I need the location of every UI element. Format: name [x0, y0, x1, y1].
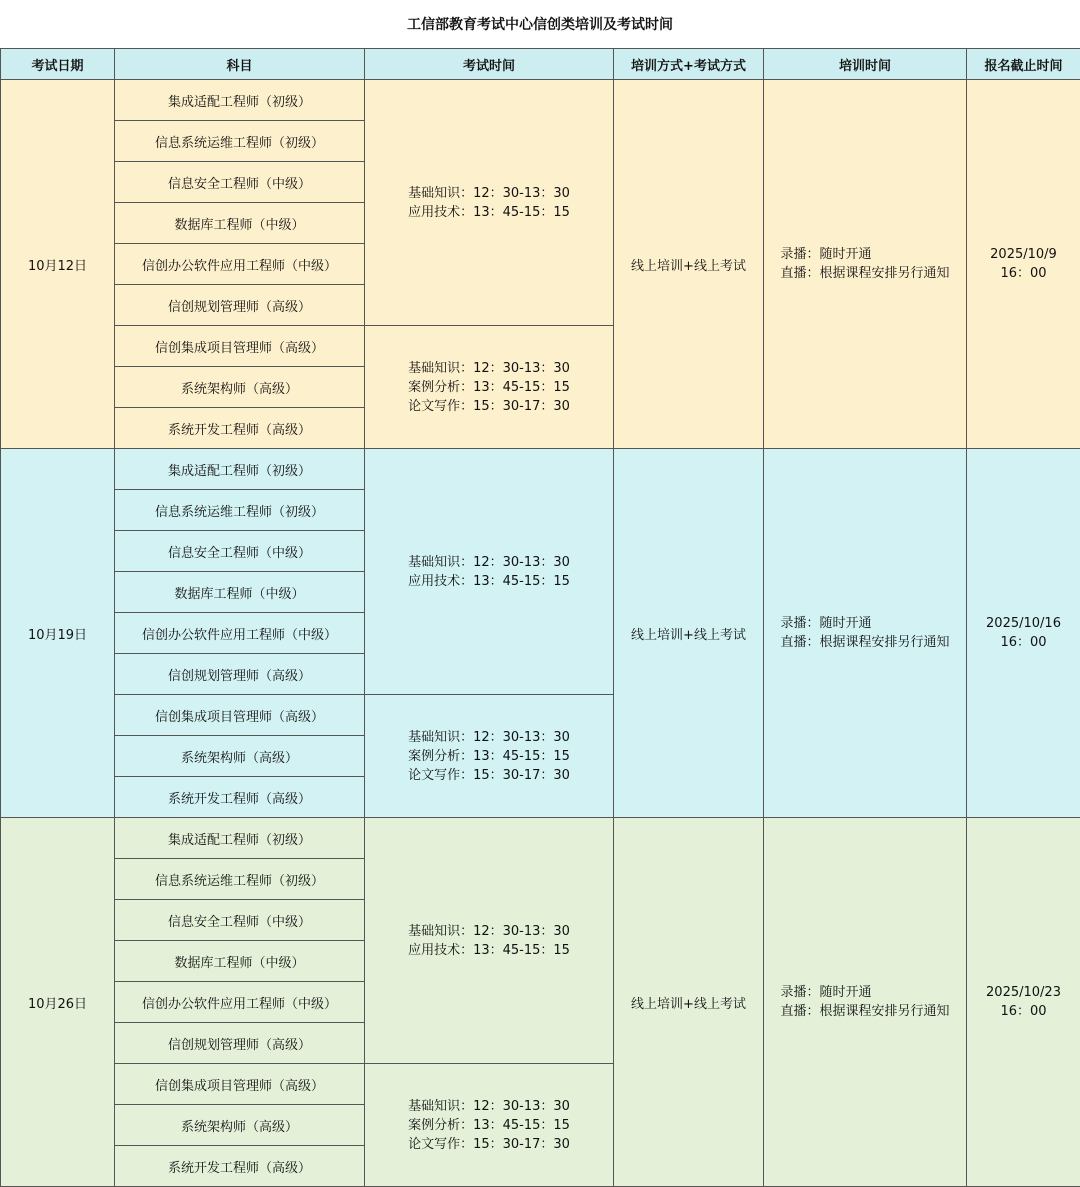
exam-time-line: 论文写作：15：30-17：30 [408, 1135, 570, 1154]
training-time-line: 录播：随时开通 [780, 983, 949, 1002]
exam-time-lines [408, 728, 570, 785]
exam-time-lines [408, 184, 570, 222]
deadline-cell [967, 449, 1080, 818]
header-training-time: 培训时间 [764, 49, 967, 80]
deadline-line: 16：00 [967, 1002, 1080, 1021]
exam-time-line: 案例分析：13：45-15：15 [408, 747, 570, 766]
training-time-line: 录播：随时开通 [780, 614, 949, 633]
subject-cell: 信创办公软件应用工程师（中级） [115, 982, 365, 1023]
training-time-line: 直播：根据课程安排另行通知 [780, 633, 949, 652]
training-time-line: 直播：根据课程安排另行通知 [780, 264, 949, 283]
exam-time-line: 基础知识：12：30-13：30 [408, 184, 570, 203]
deadline-line: 16：00 [967, 633, 1080, 652]
training-time-cell [764, 449, 967, 818]
exam-time-cell [365, 80, 614, 326]
subject-cell: 系统开发工程师（高级） [115, 777, 365, 818]
table-row [1, 818, 1080, 859]
subject-cell: 信息安全工程师（中级） [115, 162, 365, 203]
exam-time-lines [408, 553, 570, 591]
training-time-line: 录播：随时开通 [780, 245, 949, 264]
subject-cell: 信创规划管理师（高级） [115, 285, 365, 326]
subject-cell: 系统开发工程师（高级） [115, 1146, 365, 1187]
exam-time-line: 基础知识：12：30-13：30 [408, 553, 570, 572]
table-row [1, 449, 1080, 490]
exam-time-line: 应用技术：13：45-15：15 [408, 203, 570, 222]
subject-cell: 集成适配工程师（初级） [115, 80, 365, 121]
subject-cell: 系统开发工程师（高级） [115, 408, 365, 449]
header-exam-date: 考试日期 [1, 49, 115, 80]
deadline-lines [967, 983, 1080, 1021]
exam-time-cell [365, 449, 614, 695]
deadline-line: 2025/10/16 [967, 614, 1080, 633]
exam-time-line: 应用技术：13：45-15：15 [408, 572, 570, 591]
subject-cell: 系统架构师（高级） [115, 367, 365, 408]
training-time-lines [780, 983, 949, 1021]
subject-cell: 信息系统运维工程师（初级） [115, 859, 365, 900]
subject-cell: 系统架构师（高级） [115, 736, 365, 777]
subject-cell: 信创集成项目管理师（高级） [115, 695, 365, 736]
deadline-line: 2025/10/23 [967, 983, 1080, 1002]
exam-time-cell [365, 818, 614, 1064]
exam-time-line: 基础知识：12：30-13：30 [408, 728, 570, 747]
exam-date-cell: 10月12日 [1, 80, 115, 449]
deadline-lines [967, 614, 1080, 652]
subject-cell: 信创办公软件应用工程师（中级） [115, 613, 365, 654]
deadline-cell [967, 80, 1080, 449]
exam-time-cell [365, 326, 614, 449]
header-deadline: 报名截止时间 [967, 49, 1080, 80]
subject-cell: 信创规划管理师（高级） [115, 654, 365, 695]
training-time-lines [780, 245, 949, 283]
header-exam-time: 考试时间 [365, 49, 614, 80]
subject-cell: 信息系统运维工程师（初级） [115, 121, 365, 162]
training-time-cell [764, 80, 967, 449]
exam-date-cell: 10月19日 [1, 449, 115, 818]
exam-time-line: 案例分析：13：45-15：15 [408, 378, 570, 397]
subject-cell: 信创办公软件应用工程师（中级） [115, 244, 365, 285]
mode-cell: 线上培训+线上考试 [614, 818, 764, 1187]
schedule-body [1, 80, 1080, 1187]
exam-time-line: 应用技术：13：45-15：15 [408, 941, 570, 960]
subject-cell: 信息安全工程师（中级） [115, 900, 365, 941]
page-title: 工信部教育考试中心信创类培训及考试时间 [0, 0, 1080, 48]
exam-time-line: 基础知识：12：30-13：30 [408, 359, 570, 378]
training-time-lines [780, 614, 949, 652]
exam-time-line: 论文写作：15：30-17：30 [408, 397, 570, 416]
subject-cell: 数据库工程师（中级） [115, 941, 365, 982]
exam-time-line: 论文写作：15：30-17：30 [408, 766, 570, 785]
mode-cell: 线上培训+线上考试 [614, 80, 764, 449]
training-time-line: 直播：根据课程安排另行通知 [780, 1002, 949, 1021]
deadline-cell [967, 818, 1080, 1187]
deadline-line: 16：00 [967, 264, 1080, 283]
subject-cell: 信创集成项目管理师（高级） [115, 1064, 365, 1105]
exam-time-cell [365, 1064, 614, 1187]
exam-time-lines [408, 922, 570, 960]
header-subject: 科目 [115, 49, 365, 80]
exam-time-line: 基础知识：12：30-13：30 [408, 1097, 570, 1116]
subject-cell: 系统架构师（高级） [115, 1105, 365, 1146]
exam-date-cell: 10月26日 [1, 818, 115, 1187]
deadline-lines [967, 245, 1080, 283]
subject-cell: 数据库工程师（中级） [115, 203, 365, 244]
mode-cell: 线上培训+线上考试 [614, 449, 764, 818]
exam-time-line: 基础知识：12：30-13：30 [408, 922, 570, 941]
deadline-line: 2025/10/9 [967, 245, 1080, 264]
exam-time-lines [408, 359, 570, 416]
subject-cell: 信创集成项目管理师（高级） [115, 326, 365, 367]
exam-time-line: 案例分析：13：45-15：15 [408, 1116, 570, 1135]
subject-cell: 信创规划管理师（高级） [115, 1023, 365, 1064]
schedule-table [0, 48, 1080, 1187]
subject-cell: 数据库工程师（中级） [115, 572, 365, 613]
subject-cell: 集成适配工程师（初级） [115, 818, 365, 859]
header-mode: 培训方式+考试方式 [614, 49, 764, 80]
header-row [1, 49, 1080, 80]
subject-cell: 信息系统运维工程师（初级） [115, 490, 365, 531]
table-row [1, 80, 1080, 121]
subject-cell: 信息安全工程师（中级） [115, 531, 365, 572]
training-time-cell [764, 818, 967, 1187]
subject-cell: 集成适配工程师（初级） [115, 449, 365, 490]
exam-time-lines [408, 1097, 570, 1154]
exam-time-cell [365, 695, 614, 818]
